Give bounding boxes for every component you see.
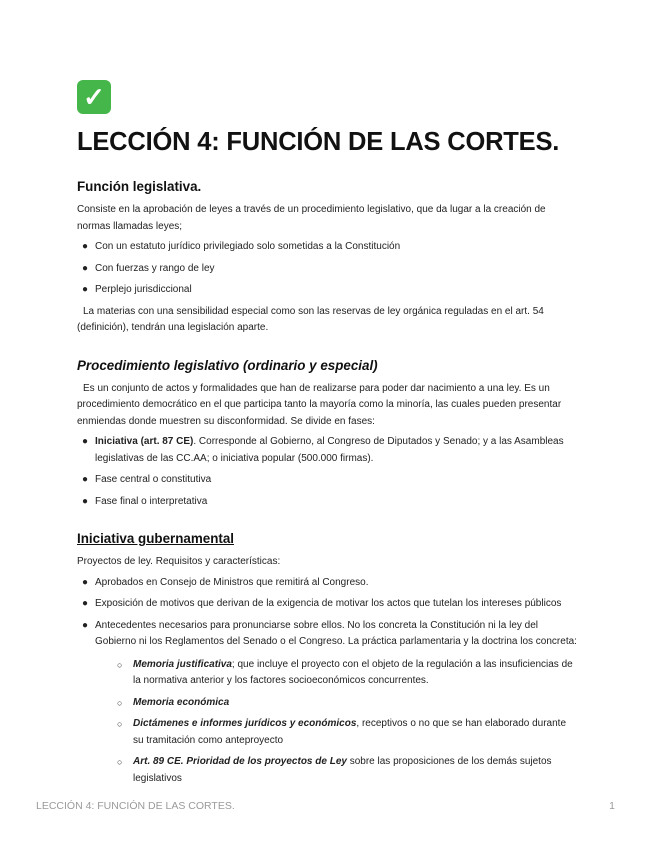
list-item-text: Con un estatuto jurídico privilegiado solo sometidas a la Constitución: [95, 241, 401, 252]
section-heading-procedimiento: Procedimiento legislativo (ordinario y especial): [77, 357, 378, 373]
sub-item-text: sobre las proposiciones de los demás sujetos legislativos: [133, 756, 552, 784]
sub-item-text: , receptivos o no que se han elaborado durante su tramitación como anteproyecto: [133, 718, 567, 746]
list-item-text: Fase central o constitutiva: [95, 474, 212, 485]
page-title: LECCIÓN 4: FUNCIÓN DE LAS CORTES.: [77, 128, 560, 156]
sub-list-item: [113, 657, 579, 690]
list-item-text: Con fuerzas y rango de ley: [95, 262, 215, 274]
sub-list-item: [113, 754, 579, 787]
footer-title: LECCIÓN 4: FUNCIÓN DE LAS CORTES.: [36, 800, 235, 812]
list-item: [77, 575, 579, 592]
section-heading-iniciativa: Iniciativa gubernamental: [77, 531, 235, 546]
bullet-icon: ●: [82, 284, 89, 295]
page-content: [77, 80, 579, 792]
sub-item-bold: Dictámenes e informes jurídicos y económicos: [133, 718, 357, 729]
sub-item-bold: Art. 89 CE. Prioridad de los proyectos de Ley: [133, 756, 347, 767]
list-item: [77, 434, 579, 467]
list-item: [77, 596, 579, 613]
bullet-icon: ●: [82, 436, 89, 447]
bullet-icon: ●: [82, 474, 89, 485]
bullet-icon: ●: [82, 576, 89, 588]
bullet-icon: ●: [82, 495, 89, 507]
section2-list: [77, 434, 579, 510]
sub-item-bold: Memoria económica: [133, 696, 230, 708]
circle-bullet-icon: ○: [117, 757, 123, 767]
sub-list-item: [113, 716, 579, 749]
list-item-text: Fase final o interpretativa: [95, 495, 208, 507]
circle-bullet-icon: ○: [117, 697, 123, 708]
list-item: [77, 618, 579, 788]
bullet-icon: ●: [82, 262, 89, 274]
section3-sublist: [95, 657, 579, 788]
list-item-bold: Iniciativa (art. 87 CE): [95, 436, 194, 447]
list-item: [77, 472, 579, 489]
list-item: [77, 494, 579, 511]
section3-list: [77, 575, 579, 788]
list-item-text: Perplejo jurisdiccional: [95, 284, 192, 295]
bullet-icon: ●: [82, 241, 89, 252]
bullet-icon: ●: [82, 619, 89, 631]
list-item-text: . Corresponde al Gobierno, al Congreso de Diputados y Senado; y a las Asambleas legislativas de las CC.AA; o iniciativa popular (500.000 firmas).: [95, 436, 564, 464]
list-item: [77, 261, 579, 278]
section3-intro: Proyectos de ley. Requisitos y características:: [77, 556, 281, 567]
list-item-text: Antecedentes necesarios para pronunciarse sobre ellos. No los concreta la Constitución ni la ley del Gobierno ni los Reglamentos del Senado o el Congreso. La práctica parlamentaria y la doctrina los concreta:: [95, 619, 577, 647]
section1-intro: Consiste en la aprobación de leyes a través de un procedimiento legislativo, que da lugar a la creación de normas llamadas leyes;: [77, 204, 546, 232]
list-item-text: Exposición de motivos que derivan de la exigencia de motivar los actos que tutelan los intereses públicos: [95, 598, 562, 609]
list-item-text: Aprobados en Consejo de Ministros que remitirá al Congreso.: [95, 576, 369, 588]
list-item: [77, 239, 579, 256]
circle-bullet-icon: ○: [117, 719, 123, 729]
section1-list: [77, 239, 579, 299]
list-item: [77, 282, 579, 299]
sub-item-bold: Memoria justificativa: [133, 658, 232, 670]
section2-intro: Es un conjunto de actos y formalidades que han de realizarse para poder dar nacimiento a una ley. Es un procedimiento democrático en el que participa tanto la mayoría como la minoría, las cuales pueden presentar enmiendas donde muestren su disconformidad. Se divide en fases:: [77, 382, 562, 427]
circle-bullet-icon: ○: [117, 659, 123, 670]
section1-note: La materias con una sensibilidad especial como son las reservas de ley orgánica reguladas en el art. 54 (definición), tendrán una legislación aparte.: [77, 305, 544, 333]
page-number: 1: [609, 800, 615, 812]
sub-item-text: ; que incluye el proyecto con el objeto de la regulación a las insuficiencias de la normativa anterior y los factores socioeconómicos concurrentes.: [133, 658, 573, 686]
section-heading-funcion-legislativa: Función legislativa.: [77, 179, 202, 194]
sub-list-item: [113, 695, 579, 712]
check-mark-icon: ✓: [77, 80, 111, 114]
bullet-icon: ●: [82, 598, 89, 609]
